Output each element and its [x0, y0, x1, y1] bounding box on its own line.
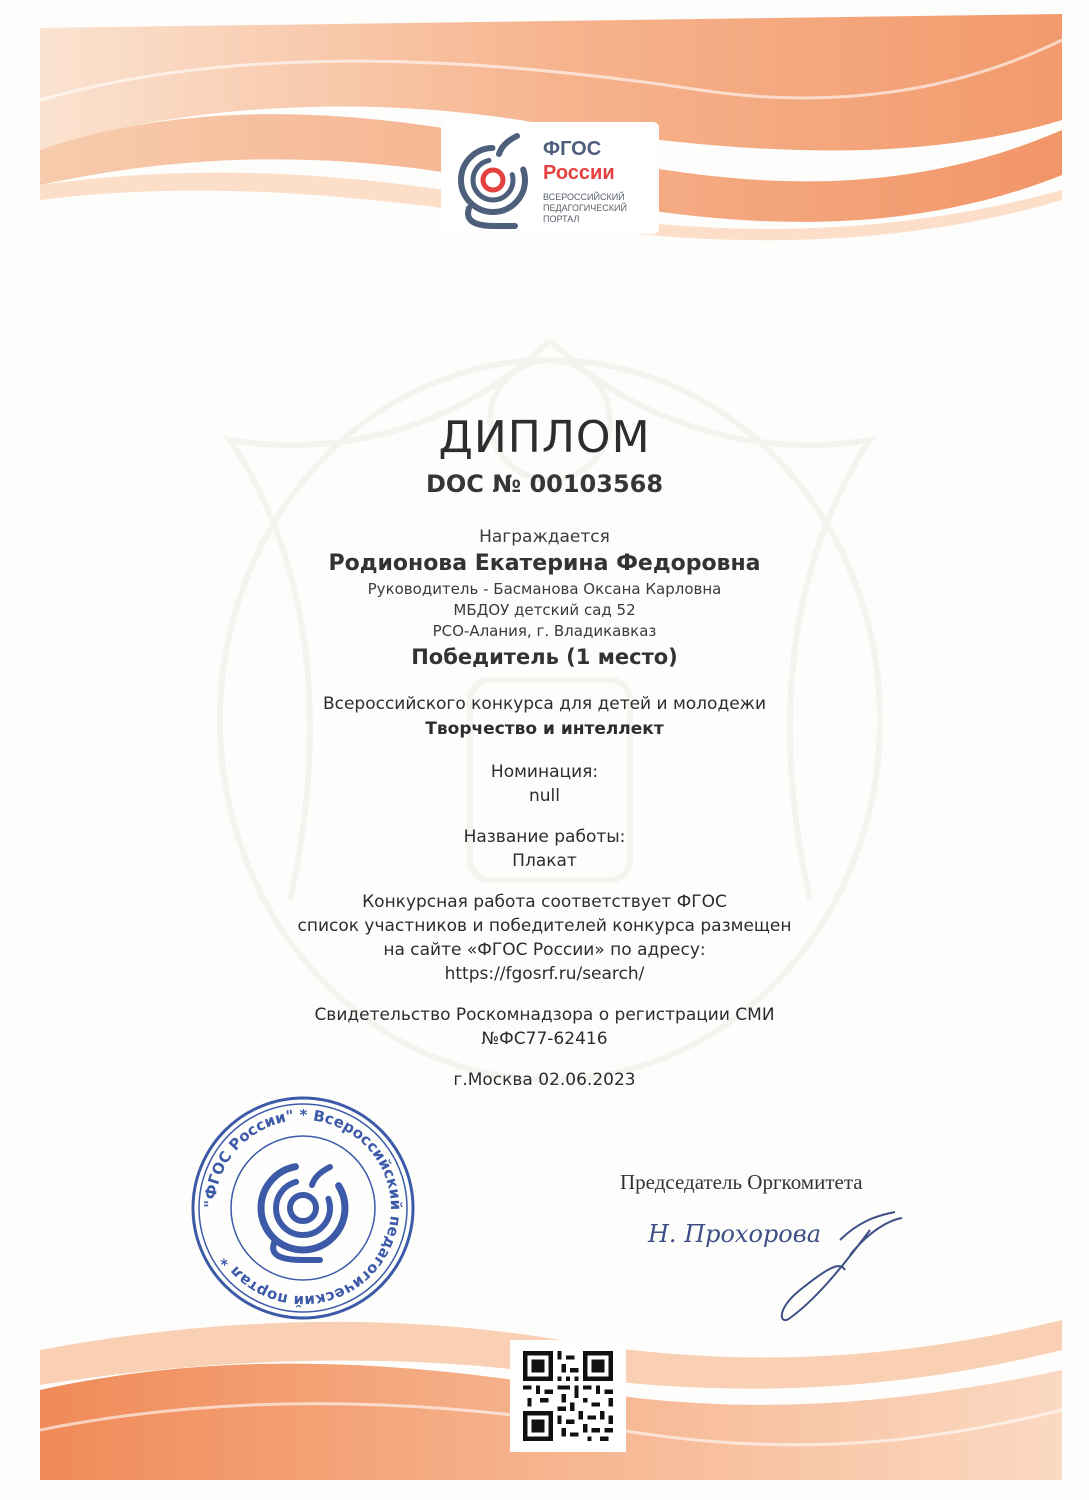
work-title-label: Название работы:: [463, 827, 626, 847]
work-title-value: Плакат: [512, 851, 577, 871]
result-line: Победитель (1 место): [411, 645, 678, 669]
contest-line: Всероссийского конкурса для детей и молодежи: [322, 694, 767, 714]
site-line: на сайте «ФГОС России» по адресу:: [383, 940, 706, 960]
official-stamp: [190, 1095, 416, 1321]
participants-list-line: список участников и победителей конкурса размещен: [297, 916, 792, 936]
fgos-compliance-line: Конкурсная работа соответствует ФГОС: [362, 892, 727, 912]
logo-subtitle: ВСЕРОССИЙСКИЙ ПЕДАГОГИЧЕСКИЙ ПОРТАЛ: [543, 192, 627, 224]
media-registration-number: №ФС77-62416: [481, 1029, 608, 1049]
leader-line: Руководитель - Басманова Оксана Карловна: [367, 580, 722, 598]
chairman-title: Председатель Оргкомитета: [620, 1170, 863, 1194]
logo-title-line2: России: [543, 162, 615, 184]
organization-line: МБДОУ детский сад 52: [453, 601, 636, 619]
qr-code-card[interactable]: [510, 1340, 626, 1452]
nomination-value: null: [529, 786, 560, 806]
city-date: г.Москва 02.06.2023: [453, 1070, 636, 1090]
qr-code[interactable]: [523, 1351, 613, 1441]
awarded-label: Награждается: [479, 527, 610, 547]
media-registration-line: Свидетельство Роскомнадзора о регистрации СМИ: [314, 1005, 775, 1025]
recipient-name: Родионова Екатерина Федоровна: [328, 551, 761, 576]
nomination-label: Номинация:: [490, 762, 599, 782]
signature-text: Н. Прохорова: [648, 1220, 822, 1248]
logo-title-line1: ФГОС: [543, 138, 602, 160]
diploma-title: ДИПЛОМ: [438, 412, 651, 463]
search-url: https://fgosrf.ru/search/: [444, 964, 645, 984]
contest-name: Творчество и интеллект: [425, 719, 664, 739]
document-number: DOC № 00103568: [425, 470, 664, 498]
stamp-ring-text: "ФГОС России" * Всероссийский педагогический портал *: [200, 1105, 406, 1311]
fgos-logo: [441, 122, 659, 234]
region-line: РСО-Алания, г. Владикавказ: [432, 622, 657, 640]
fgos-logo-icon: [455, 128, 531, 230]
